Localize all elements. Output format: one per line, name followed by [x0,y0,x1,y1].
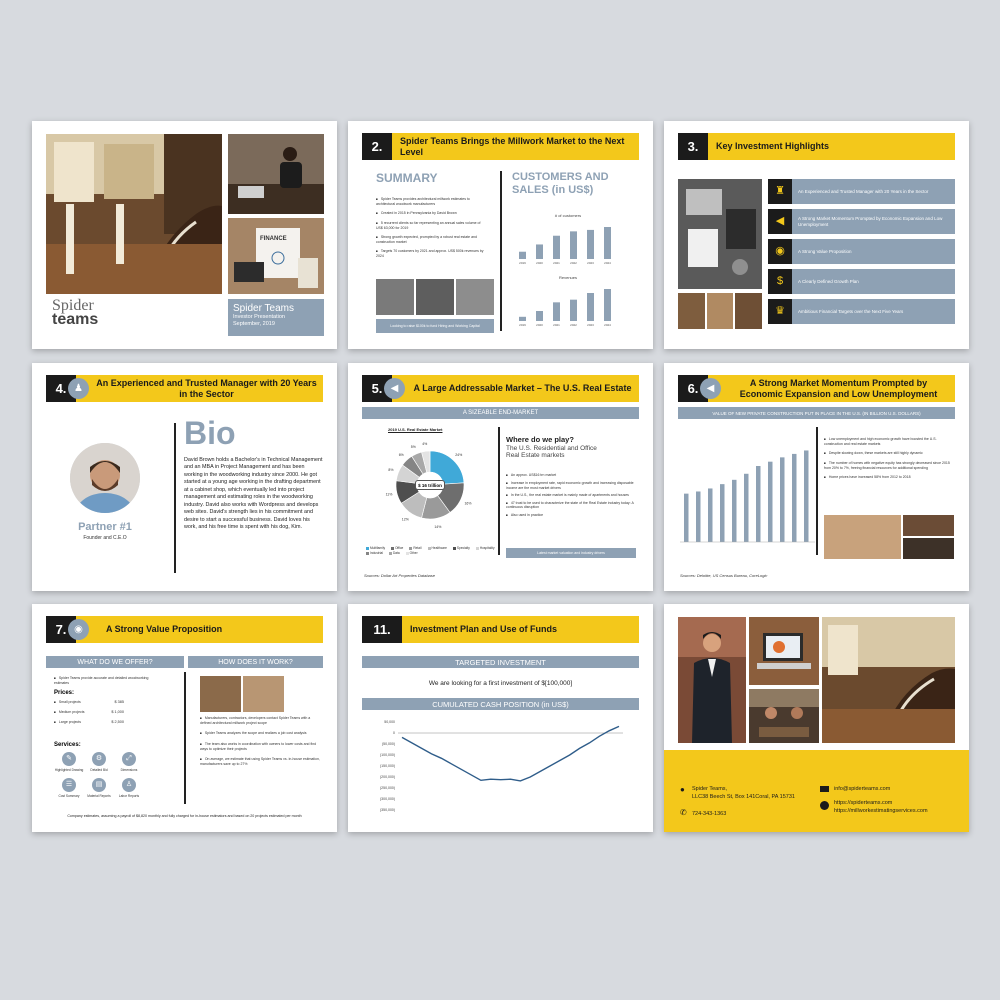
highlight-text: A Strong Market Momentum Prompted by Economic Expansion and Low Unemployment [798,216,943,227]
service-label: Labor Reports [118,794,140,798]
office-photo [749,689,819,743]
bio-text: David Brown holds a Bachelor's in Technical Management and an MBA in Project Management and has been working in the woodworking industry since 2000. He got started at a young age working in the drafting department at a cabinet shop, which eventually led into project management and estimating roles in the woodworking industry. David also works with Wordpress and develops web sites. David's strength lies in his commitment and desire to start a successful business. David loves his work, and his free time is spent with his dog, Kim. [184,457,323,531]
services-heading: Services: [54,742,81,748]
highlight-row [768,179,955,204]
legend-label: Retail [413,546,422,550]
contact-phone: 724-343-1363 [692,811,727,817]
bullet-item: ■ Spider Teams analyzes the scope and realizes a job cost analysis [200,731,320,736]
price-row [54,710,124,715]
bar [570,300,577,321]
section-bar-label: VALUE OF NEW PRIVATE CONSTRUCTION PUT IN PLACE IN THE U.S. (IN BILLION U.S. DOLLARS) [712,410,921,416]
price-value: $ 385 [114,700,124,704]
slide-header [678,375,955,402]
bar [696,491,701,542]
pie-legend [366,546,496,555]
slide-cover [32,121,337,349]
bar [792,454,797,542]
slice-label: 4% [422,441,428,446]
tick-label: 2023 [587,323,594,327]
service-label: Material Reports [87,794,111,798]
slide-contact [664,604,969,832]
legend-item [406,551,418,555]
tick-label: 2021 [553,261,560,265]
y-tick-label: 0 [393,731,395,736]
bar [587,293,594,321]
how-label: HOW DOES IT WORK? [218,658,293,666]
bullet-item: ■ Manufacturers, contractors, developers contact Spider Teams with a defined architectural millwork project scope [200,716,320,725]
cover-title: Spider Teams [233,303,294,314]
y-tick-label: (150,000) [380,764,395,769]
bar [720,484,725,542]
slide-6 [664,363,969,591]
slide-title: An Experienced and Trusted Manager with 20 Years in the Sector [96,378,317,399]
price-value: $ 2,500 [111,719,124,724]
construction-value-chart [680,427,815,557]
legend-swatch [409,547,412,550]
slide-7 [32,604,337,832]
contact-url-1[interactable]: https://spiderteams.com [834,800,893,806]
flipchart-label: FINANCE [260,236,287,242]
legend-swatch [406,552,409,555]
bar [519,252,526,259]
bar [553,236,560,259]
laptop-photo [749,617,819,685]
offer-bullet: ■ Spider Teams provide accurate and detailed woodworking estimates [54,676,164,685]
contact-address: LLC38 Beech St, Box 141Coral, PA 15731 [692,794,795,800]
slide-5 [348,363,653,591]
section-bar [362,407,639,419]
bullet-item: ■ On average, we estimate that using Spider Teams vs. in-house estimation, manufacturers save up to 27% [200,757,320,766]
service-icon: ♙ [122,778,136,792]
service-icon: ⚙ [92,752,106,766]
slice-label: 11% [385,492,393,497]
photo-thumb [707,293,734,329]
bullet-item: ■ Also used in practice [506,513,636,518]
y-tick-label: (200,000) [380,775,395,780]
bullet-item: ■ Targets 70 customers by 2021 and approx. US$ 500k revenues by 2024 [376,249,484,258]
location-pin-icon: ● [680,785,685,794]
price-label: ■ Medium projects [54,710,85,715]
email-icon [820,786,829,792]
highlight-text: An Experienced and Trusted Manager with 20 Years in the Sector [798,188,929,194]
highlight-icon: ♛ [768,299,792,324]
bar [536,311,543,321]
legend-swatch [391,547,394,550]
section-divider [174,423,176,573]
tick-label: 2023 [587,261,594,265]
service-icon: ☰ [62,778,76,792]
offer-label: WHAT DO WE OFFER? [77,658,153,666]
legend-swatch [476,547,479,550]
tick-label: 2020 [536,261,543,265]
bullet-item: ■ The number of homes with negative equity has strongly decreased since 2015 from 20% to 7%, freeing financial resources for additional spending [824,461,954,470]
legend-item [366,551,383,555]
slide-number: 2. [362,133,392,160]
price-row [54,700,124,705]
cover-date: September, 2019 [233,321,275,327]
photo-thumb [824,515,901,559]
bar [780,457,785,542]
megaphone-icon: ◀ [700,378,721,399]
legend-item [453,546,470,550]
where-heading: Where do we play? [506,435,574,444]
y-tick-label: (350,000) [380,808,395,813]
slide-header [362,616,639,643]
legend-swatch [366,547,369,550]
tick-label: 2020 [536,323,543,327]
slide-number: 6. [678,375,708,402]
y-tick-label: (50,000) [381,742,395,747]
slide-title: A Large Addressable Market – The U.S. Real Estate [413,383,632,394]
bullet-item: ■ Despite slowing down, these markets are still highly dynamic [824,451,954,456]
highlight-row [768,209,955,234]
targeted-label: TARGETED INVESTMENT [455,657,546,667]
service-label: Detailed Bid [90,768,108,772]
section-divider [498,427,500,555]
momentum-bullets [824,437,954,485]
slide-header [362,375,639,402]
footnote: Company estimates, assuming a payroll of $8,820 monthly and fully charged for in-house estimators and based on 20 projects estimated per month [67,814,302,818]
lightbulb-icon: ◉ [68,619,89,640]
slide-number: 5. [362,375,392,402]
photo-thumb [376,279,414,315]
photo-thumb [456,279,494,315]
investment-text: We are looking for a first investment of $[100,000] [428,680,573,687]
bar [553,302,560,321]
bullet-item: ■ 47 trust to be used to characterize the state of the Real Estate industry today: A continuous disruption [506,501,636,510]
bullet-item: ■ 5 recurrent clients so far representing an annual sales volume of US$ 63,000 for 2019 [376,221,484,230]
bar [587,230,594,259]
slice-label: 8% [388,468,394,473]
slide-number: 11. [362,616,402,643]
legend-swatch [366,552,369,555]
legend-item [476,546,495,550]
legend-swatch [428,547,431,550]
bullet-item: ■ Home prices have increased 58% from 2012 to 2018 [824,475,954,480]
legend-swatch [389,552,392,555]
bullet-item: ■ Created in 2015 in Pennsylvania by David Brown [376,211,484,216]
offer-bar [46,656,184,668]
legend-swatch [453,547,456,550]
photo-thumb [200,676,241,712]
bullet-item: ■ In the U.S., the real estate market is mainly made of apartments and houses [506,493,636,498]
service-label: Cost Summary [58,794,80,798]
section-divider [184,672,186,804]
partner-role: Founder and C.E.O [83,535,127,541]
customers-heading [512,171,609,197]
where-subheading: The U.S. Residential and Office Real Estate markets [506,445,597,460]
slide-number: 7. [46,616,76,643]
slide-4 [32,363,337,591]
y-tick-label: (250,000) [380,786,395,791]
tick-label: 2019 [519,323,526,327]
partner-name: Partner #1 [78,521,132,533]
y-tick-label: (300,000) [380,797,395,802]
slide-number: 4. [46,375,76,402]
slice-label: 16% [464,501,472,506]
cash-label: CUMULATED CASH POSITION (in US$) [432,699,569,709]
slide-title: A Strong Market Momentum Prompted by Economic Expansion and Low Unemployment [739,378,938,399]
price-row [54,720,124,725]
contact-panel [664,750,969,832]
tick-label: 2021 [553,323,560,327]
slice-label: 24% [455,452,463,457]
bar [684,494,689,542]
highlight-icon: ◉ [768,239,792,264]
legend-label: Multifamily [370,546,386,550]
slice-label: 6% [398,452,404,457]
slide-header [678,133,955,160]
photo-thumb [678,293,705,329]
how-bullets [200,716,320,772]
tick-label: 2019 [519,261,526,265]
highlight-text: A Strong Value Proposition [798,248,852,254]
slice-label: 12% [401,517,409,522]
bullet-item: ■ An approx. US$16 trn market [506,473,636,478]
staircase-photo [46,134,222,294]
slide-title: Spider Teams Brings the Millwork Market to the Next Level [400,136,625,157]
bullet-item: ■ Spider Teams provides architectural millwork estimates to architectural woodwork manufacturers [376,197,484,206]
bar [756,466,761,542]
bullet-item: ■ Low unemployment and high economic growth have boosted the U.S. construction and real estate markets [824,437,954,446]
summary-photos [376,279,494,315]
bar [570,231,577,259]
staircase-photo [822,617,955,743]
legend-label: Specialty [456,546,470,550]
meeting-photo [228,134,324,214]
pie-title: 2019 U.S. Real Estate Market [388,427,443,432]
service-label: Dimensions [120,768,138,772]
highlight-text: A Clearly Defined Growth Plan [798,278,859,284]
price-value: $ 1,000 [111,709,124,714]
slide-title: A Strong Value Proposition [106,624,223,635]
bullet-item: ■ Increase in employment rate, rapid economic growth and increasing disposable income are the most market drivers [506,481,636,490]
customers-heading-line1: CUSTOMERS AND [512,171,609,183]
legend-item [428,546,447,550]
summary-heading: SUMMARY [376,171,438,185]
highlight-icon: ◀ [768,209,792,234]
contact-company: Spider Teams, [692,786,728,792]
bar [604,227,611,259]
slide-number: 3. [678,133,708,160]
business-photos [824,515,954,559]
cash-line [402,726,619,781]
highlight-thumbs [678,293,762,329]
phone-icon: ✆ [680,808,687,817]
price-label: ■ Large projects [54,720,81,725]
photo-thumb [735,293,762,329]
section-divider [500,171,502,331]
cash-position-chart [368,716,628,816]
service-icon: ▤ [92,778,106,792]
slice-label: 5% [410,444,416,449]
slide-header [362,133,639,160]
highlight-row [768,269,955,294]
summary-caption [376,319,494,333]
megaphone-icon: ◀ [384,378,405,399]
cover-subtitle: Investor Presentation [233,314,285,320]
globe-icon [820,801,829,810]
bar [519,317,526,321]
service-icon: ⤢ [122,752,136,766]
section-bar [678,407,955,419]
businessman-photo [678,617,746,743]
legend-item [391,546,403,550]
legend-label: Hospitality [479,546,495,550]
highlight-row [768,239,955,264]
bar [768,462,773,542]
bar [604,289,611,321]
chart-label: Revenues [558,275,578,280]
cover-title-block [228,299,324,336]
tick-label: 2022 [570,261,577,265]
slide-11 [348,604,653,832]
cash-bar [362,698,639,710]
summary-bullets [376,197,484,263]
bar [708,488,713,542]
logo-text-bottom: teams [52,311,99,328]
pie-center-label: $ 16 trillion [415,480,445,490]
section-bar-label: A SIZEABLE END-MARKET [462,410,539,416]
highlight-icon: ♜ [768,179,792,204]
legend-item [389,551,400,555]
service-icon: ✎ [62,752,76,766]
summary-caption-text: Looking to raise $100k to fund Hiring and Working Capital [390,324,480,328]
customers-sales-charts [513,209,623,339]
slide-header [46,616,323,643]
prices-heading: Prices: [54,690,75,696]
highlight-icon: $ [768,269,792,294]
how-bar [188,656,323,668]
service-label: Highlighted Drawing [54,768,84,772]
market-caption-text: Latest market valuation and industry drivers [537,551,605,555]
bar [744,474,749,542]
source-note: Sources: Deloitte, US Census Bureau, CoreLogic [680,573,768,578]
price-label: ■ Small projects [54,700,81,705]
legend-label: Other [409,551,418,555]
logo-text-top: Spider [52,297,94,314]
tick-label: 2024 [604,261,611,265]
market-caption [506,548,636,558]
legend-label: Office [395,546,404,550]
tick-label: 2022 [570,323,577,327]
group-icon: ♟ [68,378,89,399]
partner-avatar [70,443,140,513]
bar [536,244,543,259]
desk-photo [678,179,762,289]
legend-label: Healthcare [431,546,447,550]
slide-title: Investment Plan and Use of Funds [410,624,558,635]
source-note: Sources: Dollar Art Properties Database [364,573,435,578]
y-tick-label: 50,000 [384,720,395,725]
contact-url-2[interactable]: https://millworkestimatingservices.com [834,808,928,814]
slide-title: Key Investment Highlights [716,141,830,152]
market-bullets [506,473,636,521]
prices-list [54,700,124,729]
photo-thumb [243,676,284,712]
photo-thumb [903,515,954,536]
slide-3 [664,121,969,349]
process-photos [200,676,284,712]
bio-heading: Bio [184,415,236,451]
legend-item [366,546,385,550]
tick-label: 2024 [604,323,611,327]
targeted-bar [362,656,639,668]
highlight-text: Ambitious Financial Targets over the Next Five Years [798,308,904,314]
slide-header [46,375,323,402]
bar [732,480,737,542]
finance-photo [228,218,324,294]
photo-thumb [903,538,954,559]
y-tick-label: (100,000) [380,753,395,758]
bullet-item: ■ The team also works in coordination with owners to lower costs and find ways to optimize their projects [200,742,320,751]
section-divider [816,427,818,555]
company-logo [52,299,132,327]
photo-thumb [416,279,454,315]
bar [804,450,809,542]
legend-label: Data [392,551,400,555]
customers-heading-line2: SALES (in US$) [512,184,594,196]
slide-2 [348,121,653,349]
chart-label: # of customers [554,213,582,218]
legend-item [409,546,421,550]
bullet-item: ■ Strong growth expected, prompted by a robust real estate and construction market [376,235,484,244]
highlight-row [768,299,955,324]
legend-label: Industrial [370,551,383,555]
contact-email[interactable]: info@spiderteams.com [834,786,891,792]
slice-label: 14% [434,524,442,529]
